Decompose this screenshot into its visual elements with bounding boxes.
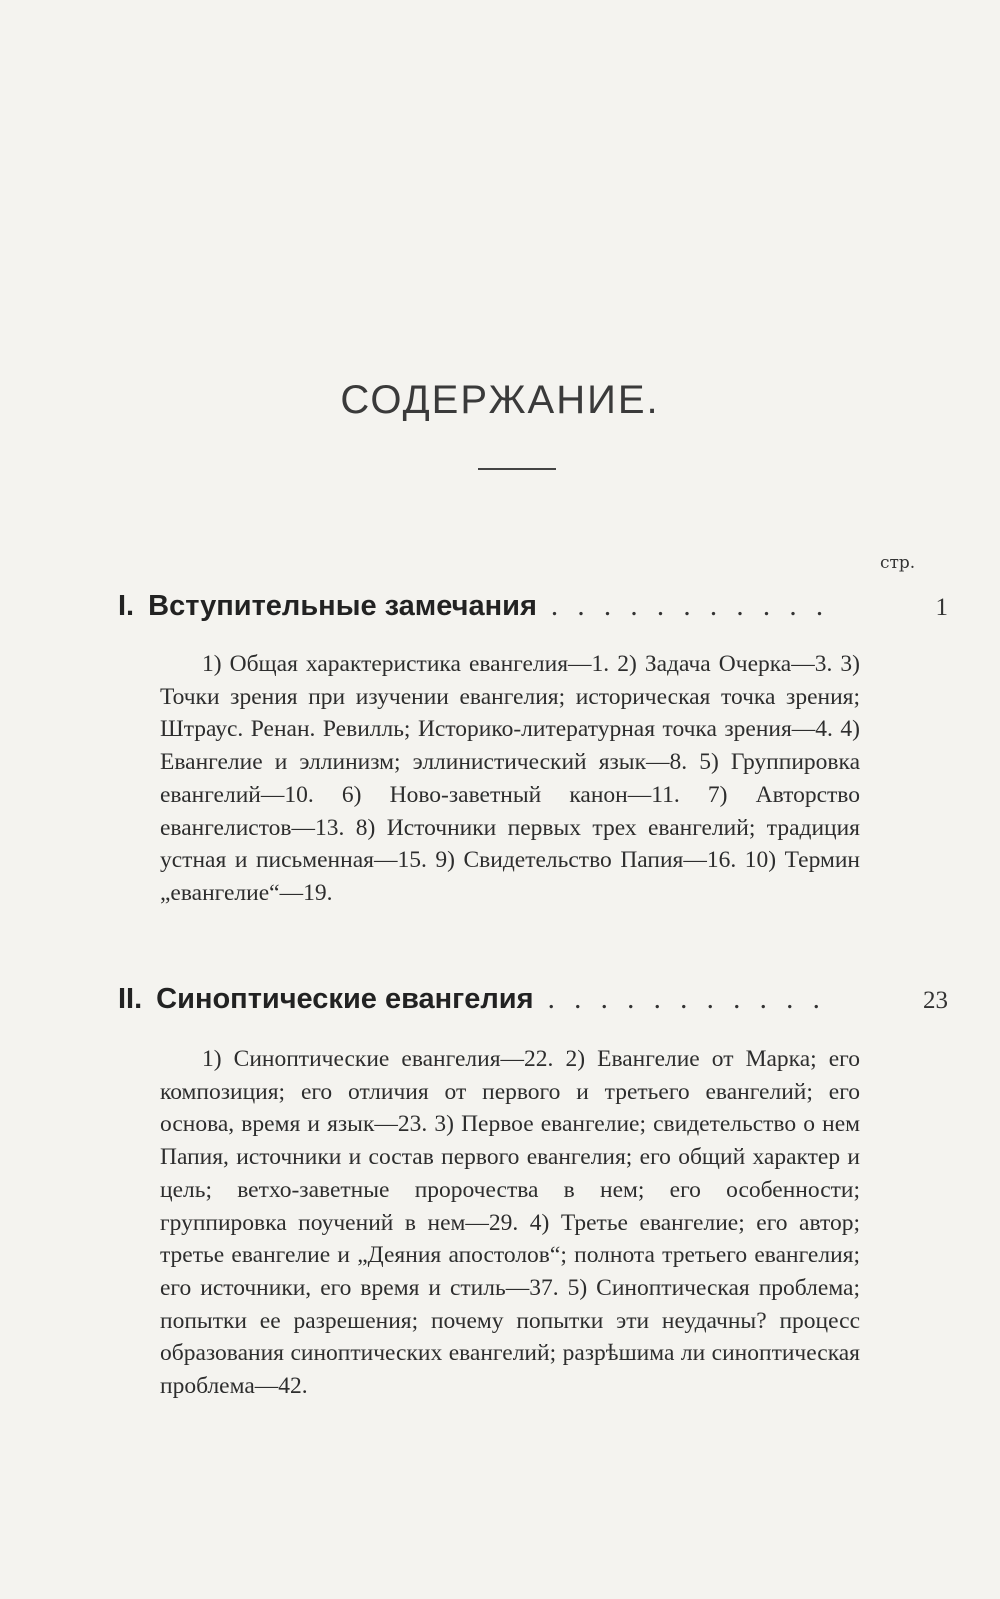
section-page-number: 1 (935, 594, 948, 621)
page-column-label: стр. (880, 553, 916, 573)
section-title: Синоптические евангелия (156, 983, 534, 1015)
section-title: Вступительные замечания (148, 590, 537, 622)
section-heading (118, 983, 948, 1016)
section-heading (118, 590, 948, 623)
section-summary: 1) Синоптические евангелия—22. 2) Евангелие от Марка; его композиция; его отличия от первого и третьего евангелий; его основа, время и язык—23. 3) Первое евангелие; свидетельство о нем Папия, источники и состав первого евангелия; его общий характер и цель; ветхо-заветные пророчества в нем; его особенности; группировка поучений в нем—29. 4) Третье евангелие; его автор; третье евангелие и „Деяния апостолов“; полнота третьего евангелия; его источники, его время и стиль—37. 5) Синоптическая проблема; попытки ее разрешения; почему попытки эти неудачны? процесс образования синоптических евангелий; разрѣшима ли синоптическая проблема—42. (160, 1046, 860, 1400)
page-title: СОДЕРЖАНИЕ. (340, 378, 660, 422)
section-page-number: 23 (923, 987, 948, 1014)
section-numeral: I. (118, 590, 135, 622)
section-summary: 1) Общая характеристика евангелия—1. 2) Задача Очерка—3. 3) Точки зрения при изучении евангелия; историческая точка зрения; Штраус. Ренан. Ревилль; Историко-литературная точка зрения—4. 4) Евангелие и эллинизм; эллинистический язык—8. 5) Группировка евангелий—10. 6) Ново-заветный канон—11. 7) Авторство евангелистов—13. 8) Источники первых трех евангелий; традиция устная и письменная—15. 9) Свидетельство Папия—16. 10) Термин „евангелие“—19. (160, 651, 860, 906)
title-divider (478, 468, 556, 470)
section-numeral: II. (118, 983, 143, 1015)
dot-leader: . . . . . . . . . . . (547, 983, 826, 1015)
dot-leader: . . . . . . . . . . . (550, 590, 830, 622)
